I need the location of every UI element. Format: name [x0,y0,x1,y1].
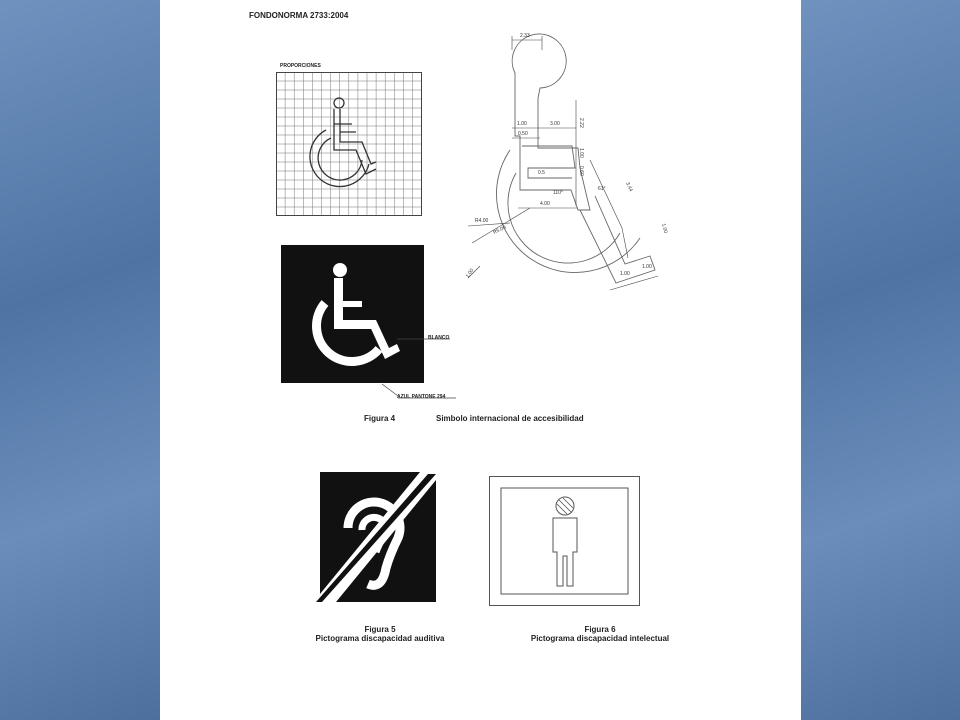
wheelchair-dimension-icon [450,28,710,313]
dim-angle-small: 0.5 [538,170,545,176]
color-white-label: BLANCO [428,335,450,341]
dim-radius-outer: R5.00 [492,224,507,236]
dim-wheel-thickness: 1.00 [464,267,476,280]
document-page [160,0,801,720]
background-left [0,0,160,720]
ear-icon [320,472,436,602]
dim-seat-offset: 0.50 [518,131,528,137]
figure6-number: Figura 6 [584,625,616,634]
dim-foot-b: 1.00 [642,264,652,270]
document-header: FONDONORMA 2733:2004 [249,11,349,20]
dim-vertical-mid: 1.00 [578,148,584,158]
figure4-title: Simbolo internacional de accesibilidad [436,414,584,423]
dim-seat-length: 4.00 [540,201,550,207]
dim-head-width: 2.33 [520,33,530,39]
dim-vertical-top: 2.22 [578,118,584,128]
dim-vertical-low: 0.60 [578,166,584,176]
dim-leg-length: 3.44 [624,181,634,193]
dim-angle-61: 61° [598,186,606,192]
person-icon [489,476,640,606]
figure6-title: Pictograma discapacidad intelectual [530,634,670,643]
figure5-number: Figura 5 [364,625,396,634]
dim-leg-side: 1.00 [660,222,669,234]
background-right [801,0,960,720]
figure5-title: Pictograma discapacidad auditiva [315,634,445,643]
dim-top-right: 3.00 [550,121,560,127]
dim-radius-inner: R4.00 [475,218,489,224]
dim-angle-110: 110° [553,190,563,196]
proportions-label: PROPORCIONES [280,63,321,69]
figure5-caption [290,625,470,643]
figure6-caption [500,625,700,643]
dim-top-left: 1.00 [517,121,527,127]
figure4-number: Figura 4 [364,414,396,423]
color-blue-label: AZUL PANTONE 294 [397,394,446,400]
dim-foot-a: 1.00 [620,271,630,277]
